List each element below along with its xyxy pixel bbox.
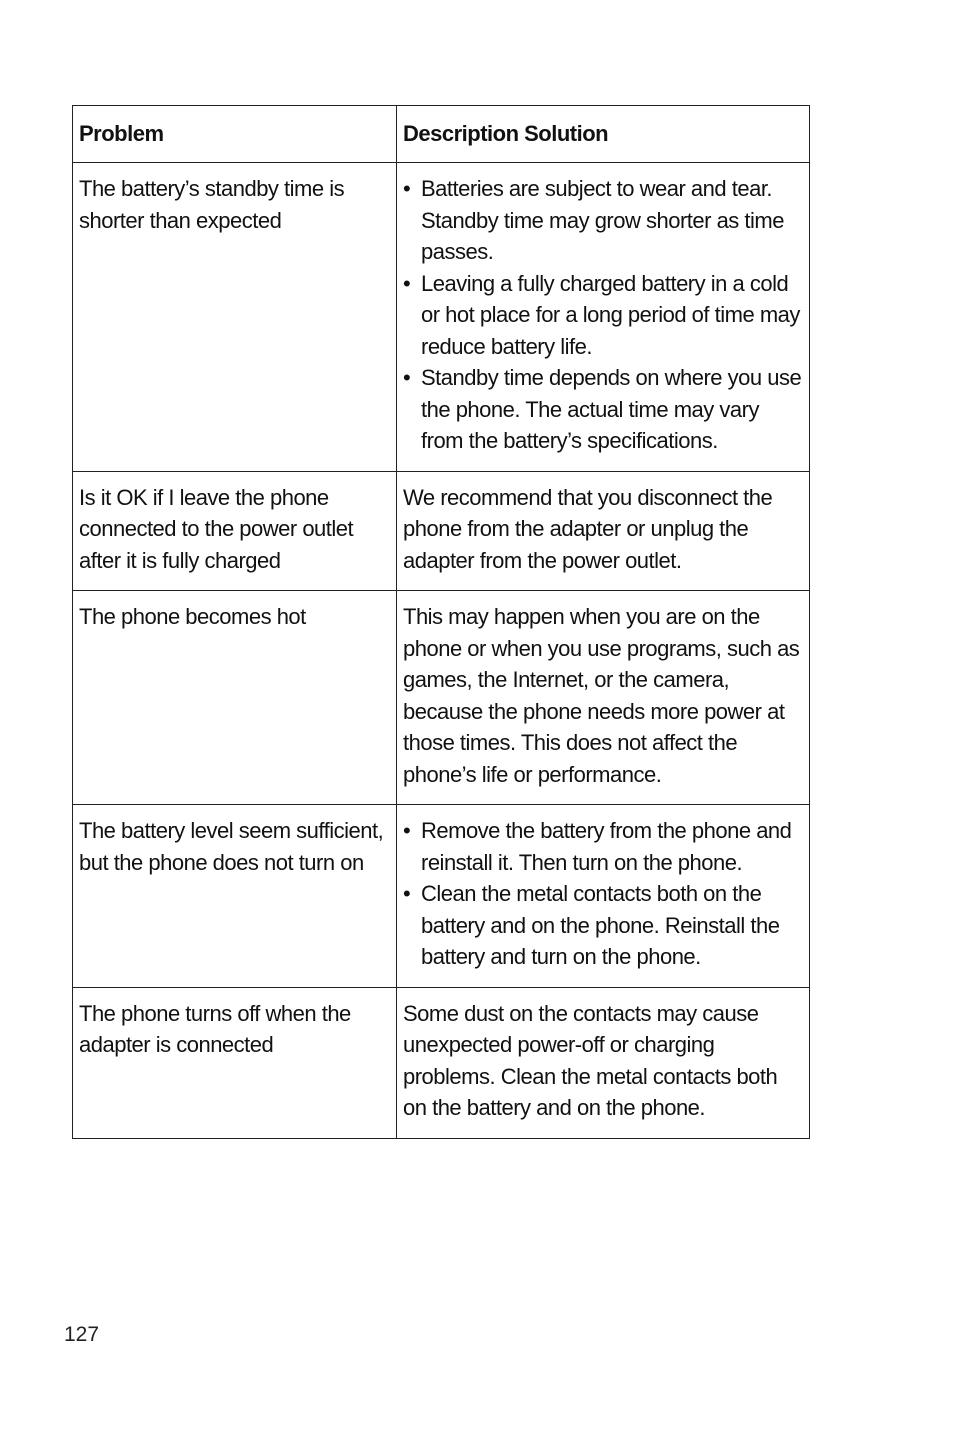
table-row	[73, 591, 810, 805]
problem-cell: The battery level seem sufficient, but the phone does not turn on	[73, 805, 397, 988]
solution-bullet-list	[403, 173, 804, 457]
table-row	[73, 805, 810, 988]
problem-column-header: Problem	[73, 106, 397, 163]
table-row	[73, 163, 810, 472]
solution-cell: This may happen when you are on the phone or when you use programs, such as games, the Internet, or the camera, because the phone needs more power at those times. This does not affect the phone’s life or performance.	[397, 591, 810, 805]
table-header-row	[73, 106, 810, 163]
solution-bullet-item	[403, 815, 804, 878]
problem-cell: The phone turns off when the adapter is connected	[73, 987, 397, 1138]
solution-column-header: Description Solution	[397, 106, 810, 163]
troubleshooting-table	[72, 105, 810, 1139]
bullet-text: Remove the battery from the phone and reinstall it. Then turn on the phone.	[421, 818, 792, 875]
solution-cell: We recommend that you disconnect the phone from the adapter or unplug the adapter from the power outlet.	[397, 471, 810, 591]
solution-cell: Some dust on the contacts may cause unexpected power-off or charging problems. Clean the metal contacts both on the battery and on the phone.	[397, 987, 810, 1138]
solution-bullet-item	[403, 878, 804, 973]
solution-cell	[397, 163, 810, 472]
solution-bullet-item	[403, 268, 804, 363]
bullet-text: Batteries are subject to wear and tear. Standby time may grow shorter as time passes.	[421, 176, 784, 264]
table-row	[73, 471, 810, 591]
bullet-text: Clean the metal contacts both on the battery and on the phone. Reinstall the battery and turn on the phone.	[421, 881, 780, 969]
problem-cell: The phone becomes hot	[73, 591, 397, 805]
solution-bullet-item	[403, 173, 804, 268]
bullet-icon: •	[403, 881, 411, 906]
bullet-icon: •	[403, 176, 411, 201]
page-number: 127	[64, 1323, 100, 1346]
bullet-icon: •	[403, 818, 411, 843]
solution-cell	[397, 805, 810, 988]
bullet-icon: •	[403, 270, 411, 296]
problem-cell: Is it OK if I leave the phone connected to the power outlet after it is fully charged	[73, 471, 397, 591]
table-row	[73, 987, 810, 1138]
solution-bullet-item	[403, 362, 804, 457]
problem-cell: The battery’s standby time is shorter than expected	[73, 163, 397, 472]
bullet-text: Standby time depends on where you use the phone. The actual time may vary from the battery’s specifications.	[421, 365, 802, 453]
bullet-icon: •	[403, 365, 411, 390]
bullet-text: Leaving a fully charged battery in a cold or hot place for a long period of time may reduce battery life.	[421, 270, 800, 359]
solution-bullet-list	[403, 815, 804, 973]
